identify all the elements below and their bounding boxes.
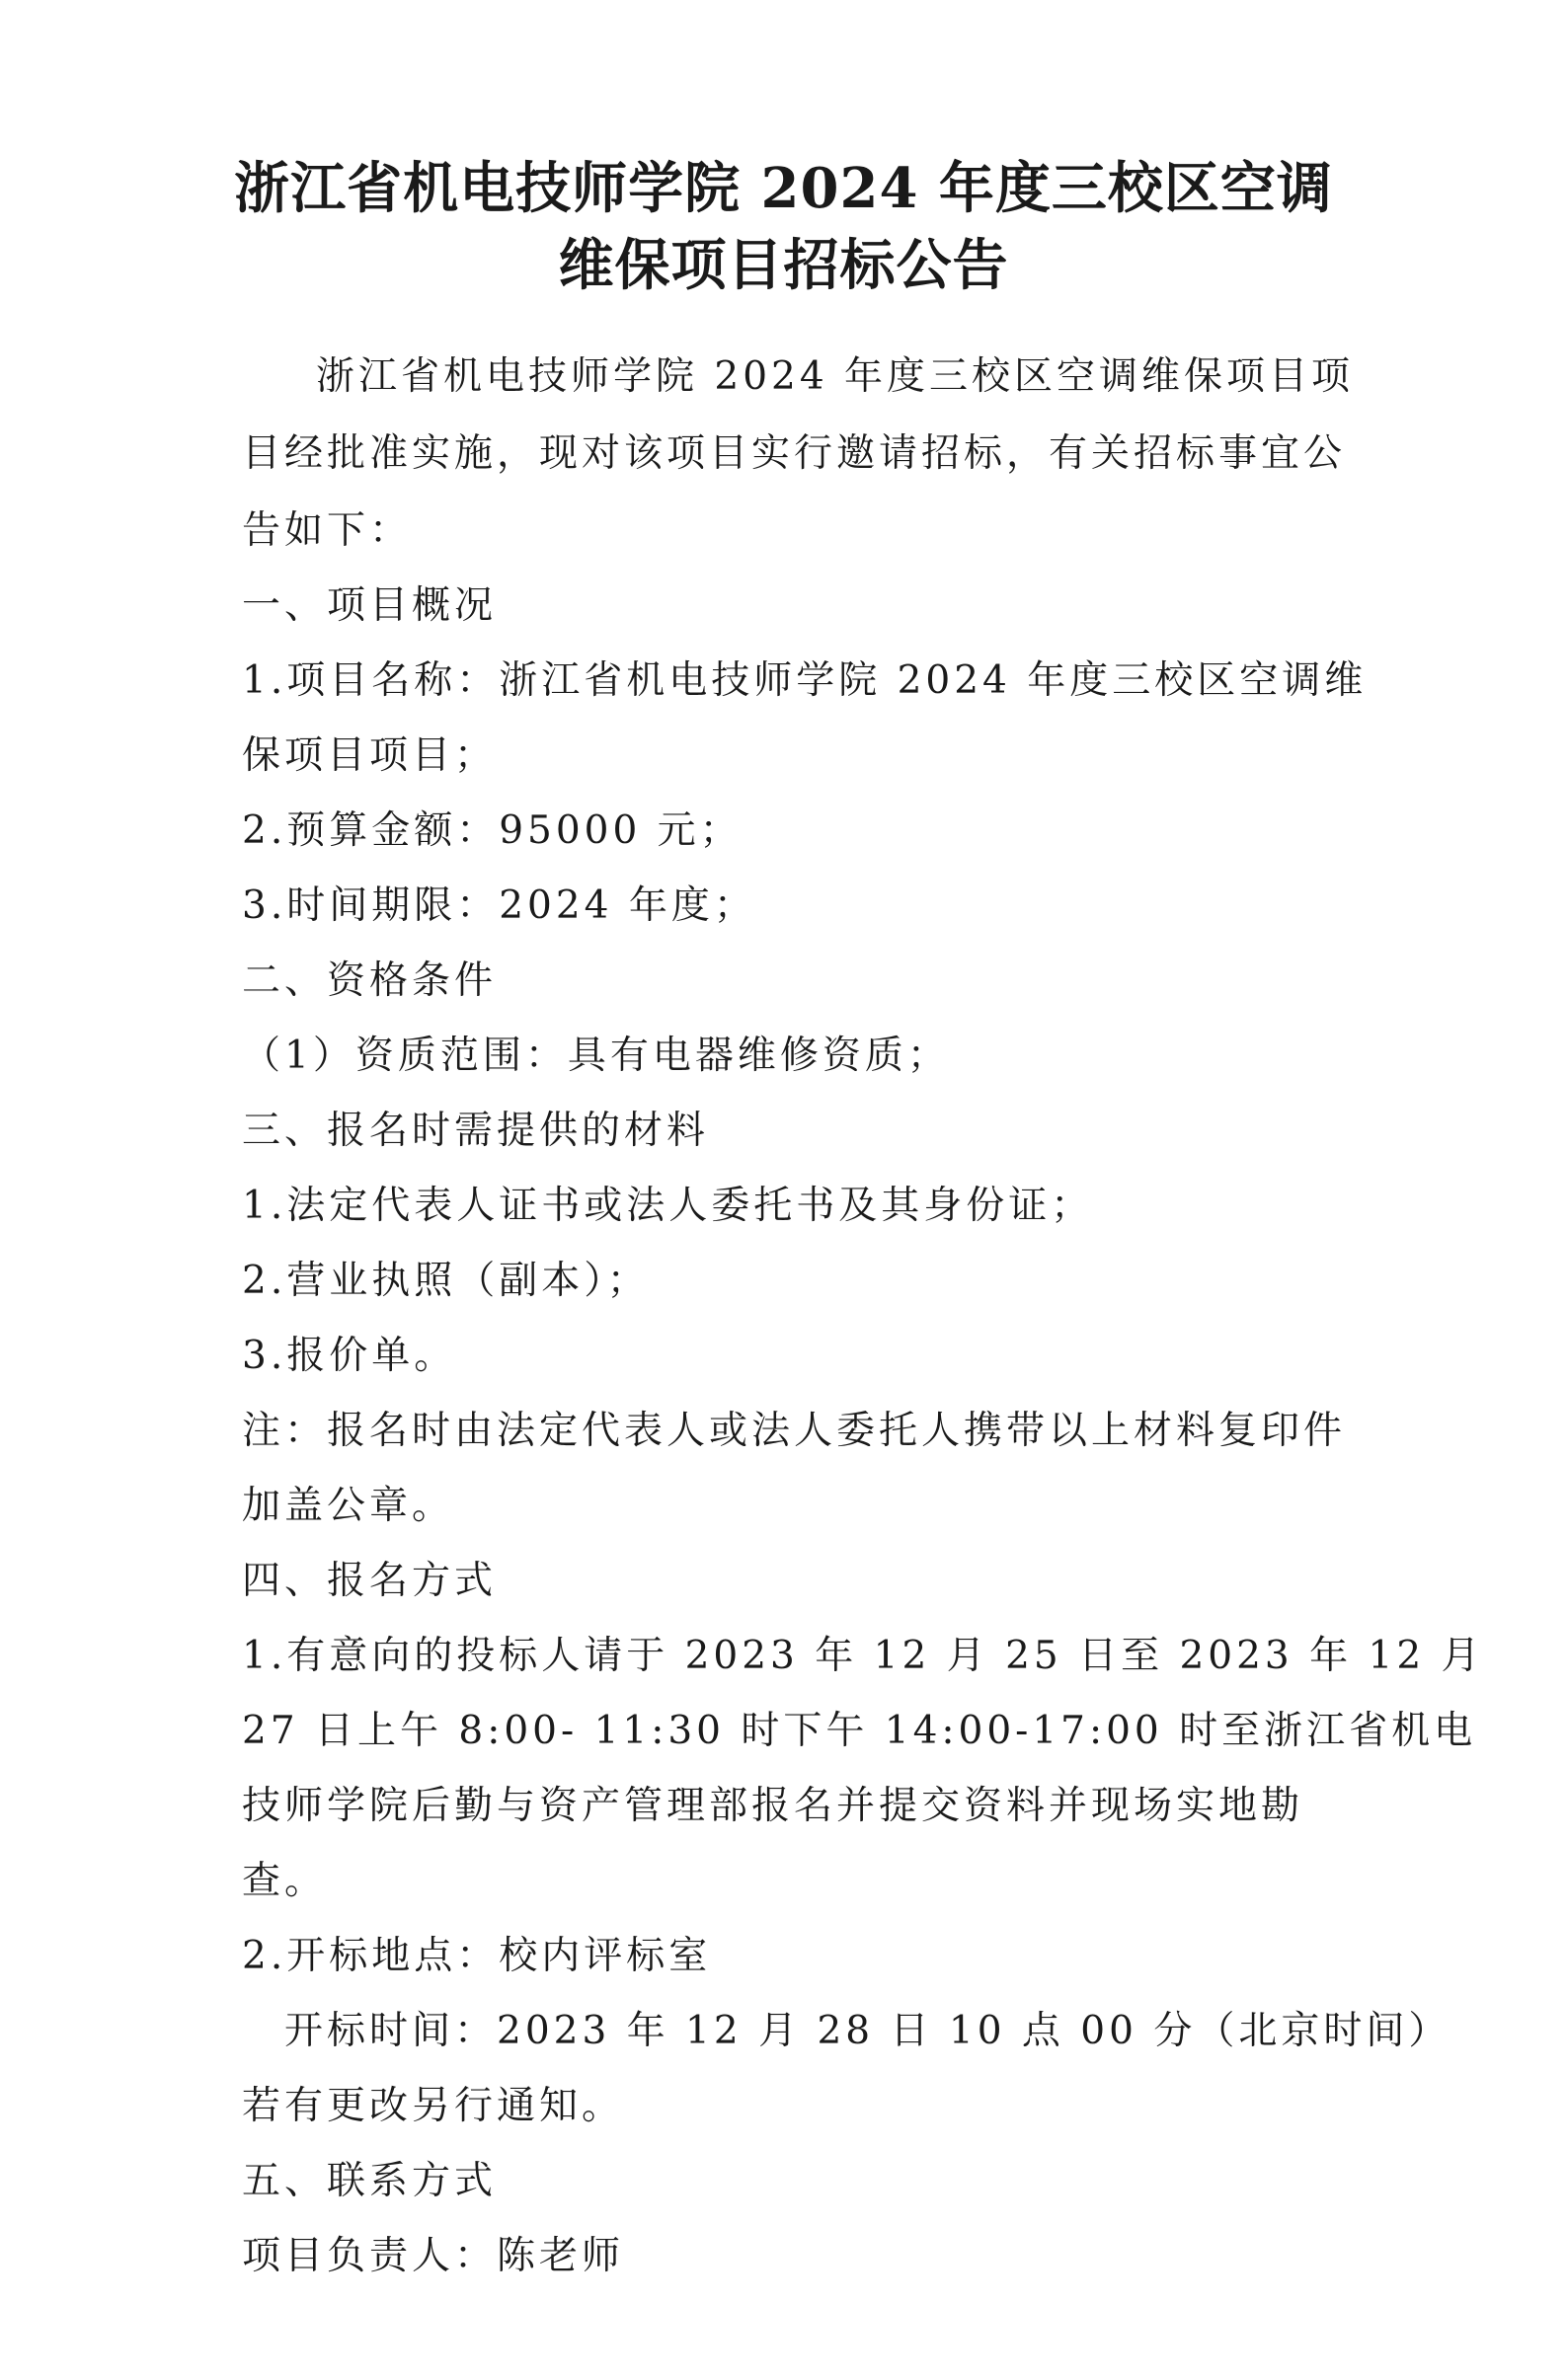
s4-item-1-line-3: 技师学院后勤与资产管理部报名并提交资料并现场实地勘 <box>242 1784 1304 1828</box>
s3-item-3: 3.报价单。 <box>242 1334 457 1378</box>
s4-item-2: 2.开标地点：校内评标室 <box>242 1934 712 1978</box>
intro-line-3: 告如下： <box>242 508 413 553</box>
s5-contact: 项目负责人：陈老师 <box>242 2234 625 2278</box>
section-5-heading: 五、联系方式 <box>242 2159 498 2203</box>
s1-item-1-line-1: 1.项目名称：浙江省机电技师学院 2024 年度三校区空调维 <box>242 658 1368 703</box>
intro-line-2: 目经批准实施，现对该项目实行邀请招标，有关招标事宜公 <box>242 431 1347 476</box>
s4-item-1-line-1: 1.有意向的投标人请于 2023 年 12 月 25 日至 2023 年 12 月 <box>242 1634 1484 1678</box>
s3-note-line-2: 加盖公章。 <box>242 1484 455 1528</box>
intro-line-1: 浙江省机电技师学院 2024 年度三校区空调维保项目项 <box>316 354 1355 399</box>
s4-item-1-line-2: 27 日上午 8:00- 11:30 时下午 14:00-17:00 时至浙江省机电 <box>242 1709 1477 1753</box>
s1-item-1-line-2: 保项目项目； <box>242 733 498 778</box>
section-2-heading: 二、资格条件 <box>242 959 498 1003</box>
s3-item-1: 1.法定代表人证书或法人委托书及其身份证； <box>242 1184 1094 1228</box>
section-3-heading: 三、报名时需提供的材料 <box>242 1109 710 1153</box>
s1-item-3: 3.时间期限：2024 年度； <box>242 883 756 928</box>
document-title-line-1: 浙江省机电技师学院 2024 年度三校区空调 <box>234 156 1333 221</box>
document-title-line-2: 维保项目招标公告 <box>558 233 1009 298</box>
s4-item-1-line-4: 查。 <box>242 1859 328 1903</box>
s4-item-2-time: 开标时间：2023 年 12 月 28 日 10 点 00 分（北京时间） <box>284 2009 1451 2053</box>
s2-item-1: （1）资质范围：具有电器维修资质； <box>242 1034 950 1078</box>
s1-item-2: 2.预算金额：95000 元； <box>242 808 743 853</box>
s4-item-2-note: 若有更改另行通知。 <box>242 2084 625 2128</box>
section-4-heading: 四、报名方式 <box>242 1559 498 1603</box>
s3-item-2: 2.营业执照（副本）； <box>242 1259 650 1303</box>
s3-note-line-1: 注：报名时由法定代表人或法人委托人携带以上材料复印件 <box>242 1409 1347 1453</box>
section-1-heading: 一、项目概况 <box>242 583 498 628</box>
